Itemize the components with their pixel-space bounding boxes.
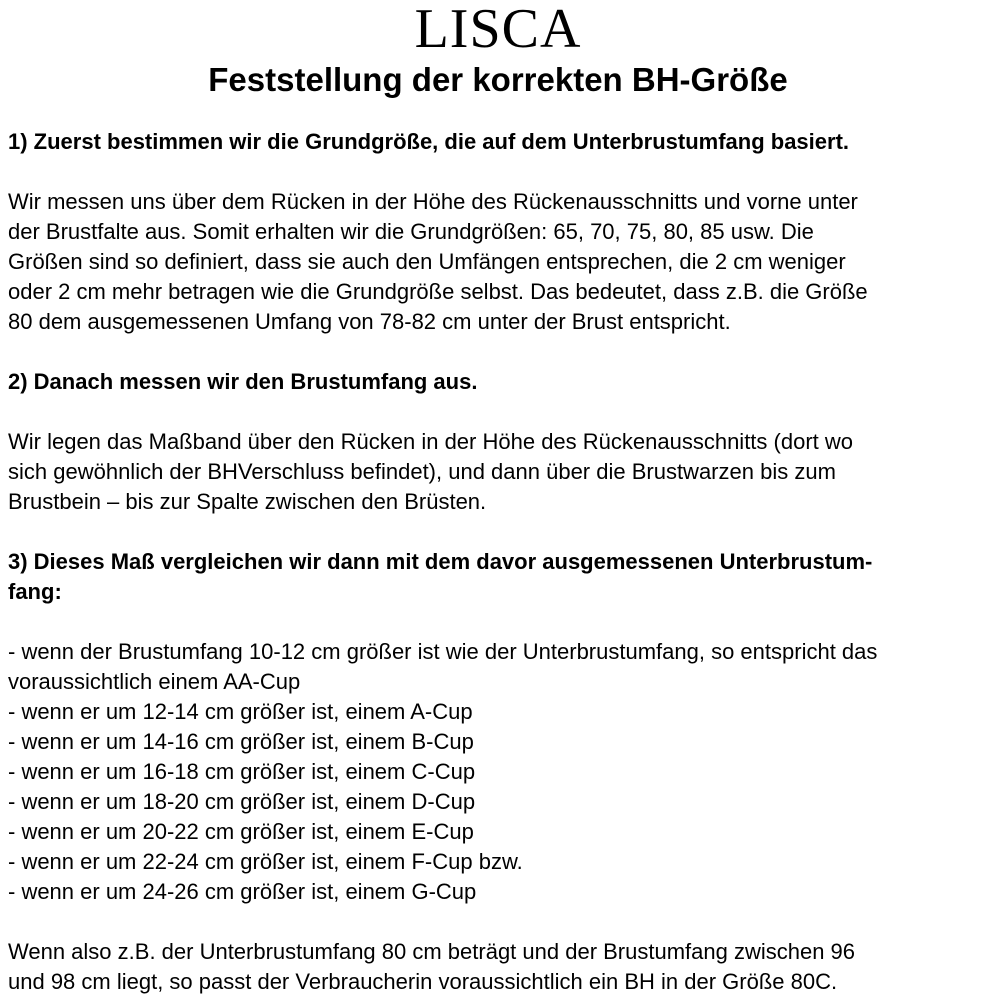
spacer: [8, 337, 994, 367]
section-1-text: Wir messen uns über dem Rücken in der Höhe des Rückenausschnitts und vorne unter der Brustfalte aus. Somit erhalten wir die Grundgrößen: 65, 70, 75, 80, 85 usw. Die Größen sind so definiert, dass sie auch den Umfängen entsprechen, die 2 cm weniger oder 2 cm mehr betragen wie die Grundgröße selbst. Das bedeutet, dass z.B. die Größe 80 dem ausgemessenen Umfang von 78-82 cm unter der Brust entspricht.: [8, 189, 868, 334]
section-2-heading: 2) Danach messen wir den Brustumfang aus.: [8, 369, 478, 394]
section-2-text: Wir legen das Maßband über den Rücken in der Höhe des Rückenausschnitts (dort wo sich gewöhnlich der BHVerschluss befindet), und dann über die Brustwarzen bis zum Brustbein – bis zur Spalte zwischen den Brüsten.: [8, 429, 854, 514]
section-3-heading: 3) Dieses Maß vergleichen wir dann mit dem davor ausgemessenen Unterbrustum- fang:: [8, 549, 873, 604]
spacer: [8, 907, 994, 937]
spacer: [8, 397, 994, 427]
document-body: [8, 127, 994, 997]
spacer: [8, 517, 994, 547]
page-title: Feststellung der korrekten BH-Größe: [208, 61, 788, 98]
cup-size-list: - wenn der Brustumfang 10-12 cm größer ist wie der Unterbrustumfang, so entspricht das voraussichtlich einem AA-Cup - wenn er um 12-14 cm größer ist, einem A-Cup - wenn er um 14-16 cm größer ist, einem B-Cup - wenn er um 16-18 cm größer ist, einem C-Cup - wenn er um 18-20 cm größer ist, einem D-Cup - wenn er um 20-22 cm größer ist, einem E-Cup - wenn er um 22-24 cm größer ist, einem F-Cup bzw. - wenn er um 24-26 cm größer ist, einem G-Cup: [8, 639, 878, 904]
conclusion-text: Wenn also z.B. der Unterbrustumfang 80 cm beträgt und der Brustumfang zwischen 96 und 98 cm liegt, so passt der Verbraucherin voraussichtlich ein BH in der Größe 80C.: [8, 939, 856, 994]
spacer: [8, 157, 994, 187]
spacer: [8, 607, 994, 637]
brand-logo: LISCA: [414, 0, 582, 60]
section-1-heading: 1) Zuerst bestimmen wir die Grundgröße, die auf dem Unterbrustumfang basiert.: [8, 129, 850, 154]
